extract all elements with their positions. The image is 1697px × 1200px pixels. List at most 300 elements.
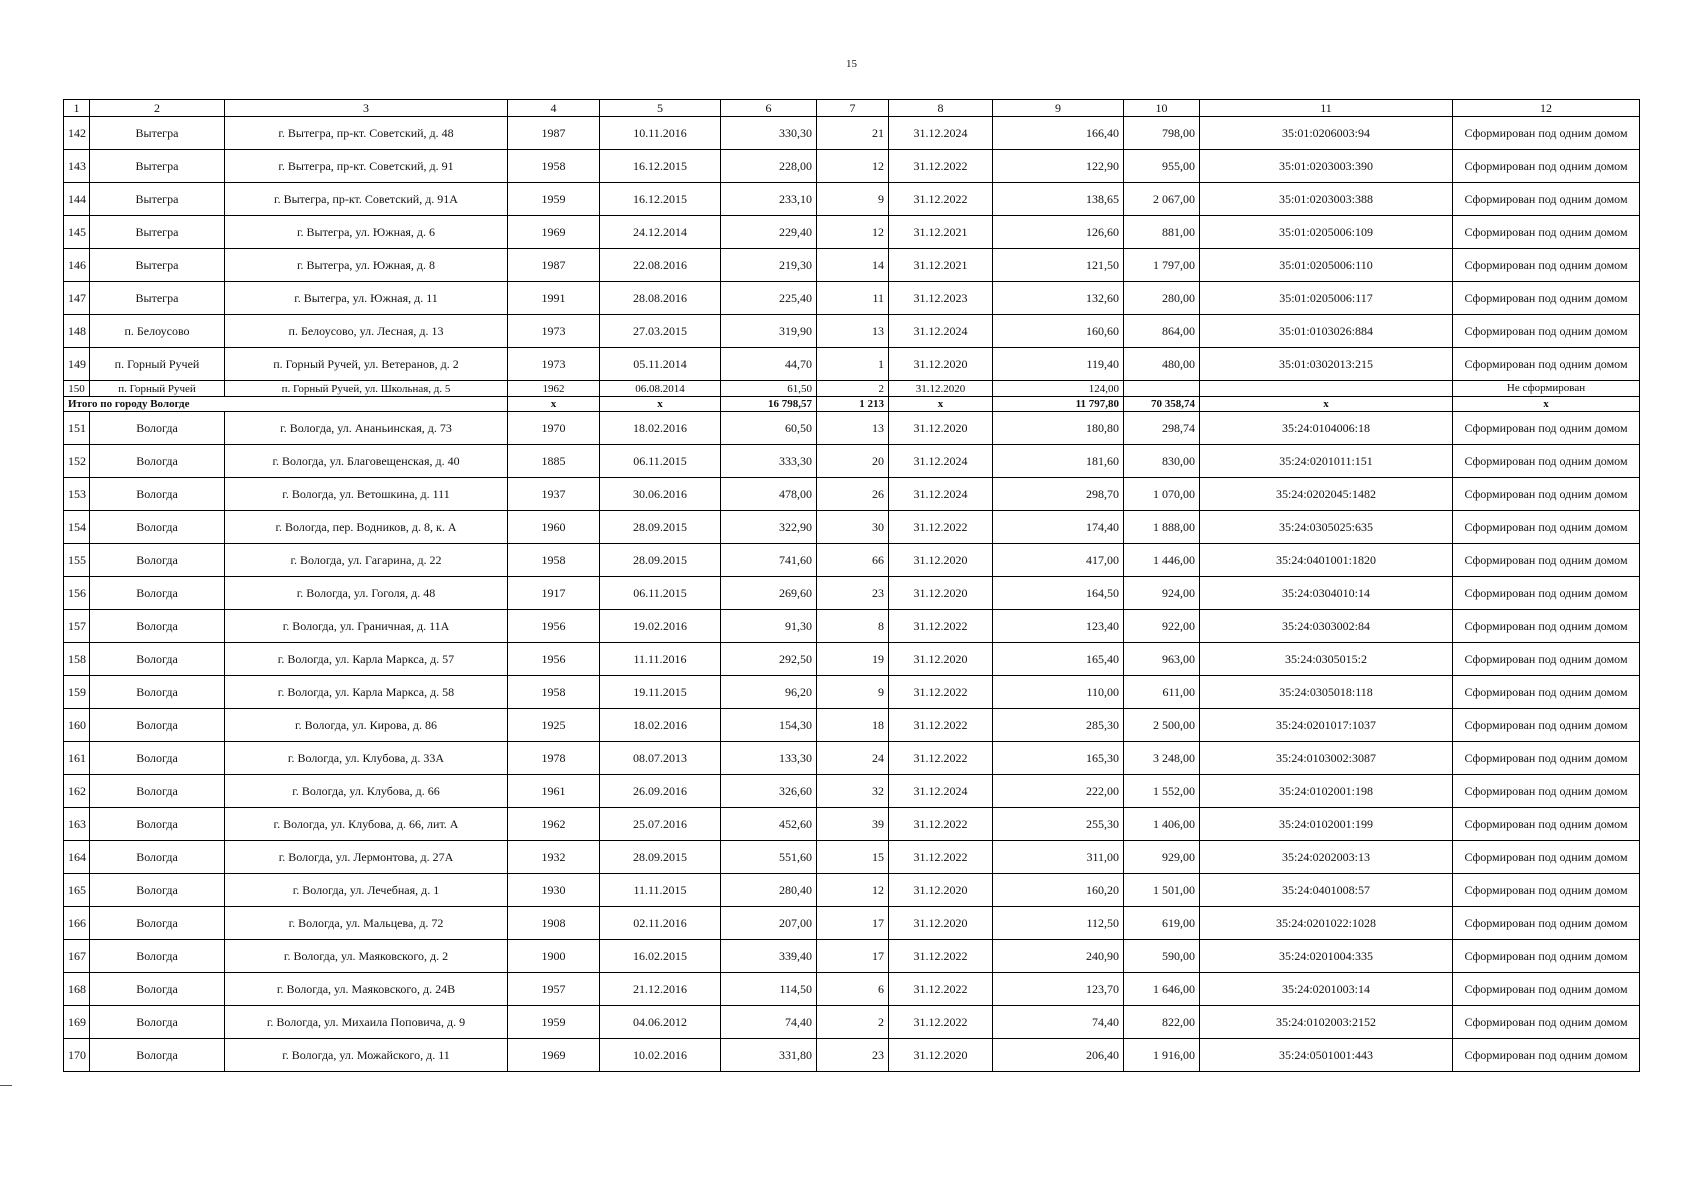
area-cell: 96,20 <box>721 676 817 709</box>
value-col10-cell: 924,00 <box>1124 577 1200 610</box>
address-cell: г. Вологда, ул. Карла Маркса, д. 57 <box>225 643 508 676</box>
value-col10-cell: 1 501,00 <box>1124 874 1200 907</box>
settlement-cell: Вытегра <box>90 183 225 216</box>
total-c10-cell: 70 358,74 <box>1124 397 1200 412</box>
row-number-cell: 160 <box>64 709 90 742</box>
date-cell: 11.11.2016 <box>600 643 721 676</box>
count-cell: 32 <box>817 775 889 808</box>
count-cell: 8 <box>817 610 889 643</box>
value-col10-cell: 611,00 <box>1124 676 1200 709</box>
deadline-cell: 31.12.2024 <box>889 315 993 348</box>
table-row <box>64 348 1640 381</box>
deadline-cell: 31.12.2020 <box>889 907 993 940</box>
table-row <box>64 445 1640 478</box>
area-cell: 331,80 <box>721 1039 817 1072</box>
value-col9-cell: 126,60 <box>993 216 1124 249</box>
date-cell: 04.06.2012 <box>600 1006 721 1039</box>
land-status-cell: Сформирован под одним домом <box>1453 544 1640 577</box>
land-status-cell: Сформирован под одним домом <box>1453 808 1640 841</box>
area-cell: 452,60 <box>721 808 817 841</box>
table-row <box>64 216 1640 249</box>
date-cell: 16.12.2015 <box>600 183 721 216</box>
value-col9-cell: 121,50 <box>993 249 1124 282</box>
year-cell: 1973 <box>508 348 600 381</box>
column-number-5: 5 <box>600 100 721 117</box>
value-col10-cell <box>1124 381 1200 397</box>
total-until-cell: х <box>889 397 993 412</box>
deadline-cell: 31.12.2020 <box>889 577 993 610</box>
cadastral-number-cell: 35:01:0203003:390 <box>1200 150 1453 183</box>
date-cell: 06.08.2014 <box>600 381 721 397</box>
deadline-cell: 31.12.2022 <box>889 808 993 841</box>
value-col9-cell: 123,40 <box>993 610 1124 643</box>
address-cell: г. Вологда, ул. Лечебная, д. 1 <box>225 874 508 907</box>
settlement-cell: Вологда <box>90 412 225 445</box>
cadastral-number-cell: 35:24:0501001:443 <box>1200 1039 1453 1072</box>
deadline-cell: 31.12.2022 <box>889 709 993 742</box>
address-cell: г. Вологда, ул. Клубова, д. 33А <box>225 742 508 775</box>
row-number-cell: 143 <box>64 150 90 183</box>
row-number-cell: 146 <box>64 249 90 282</box>
row-number-cell: 169 <box>64 1006 90 1039</box>
count-cell: 12 <box>817 150 889 183</box>
count-cell: 12 <box>817 874 889 907</box>
settlement-cell: Вологда <box>90 511 225 544</box>
column-number-6: 6 <box>721 100 817 117</box>
value-col10-cell: 590,00 <box>1124 940 1200 973</box>
land-status-cell: Сформирован под одним домом <box>1453 1039 1640 1072</box>
deadline-cell: 31.12.2020 <box>889 874 993 907</box>
date-cell: 22.08.2016 <box>600 249 721 282</box>
cadastral-number-cell: 35:24:0102001:199 <box>1200 808 1453 841</box>
year-cell: 1956 <box>508 610 600 643</box>
table-row <box>64 577 1640 610</box>
date-cell: 19.11.2015 <box>600 676 721 709</box>
value-col9-cell: 174,40 <box>993 511 1124 544</box>
value-col9-cell: 311,00 <box>993 841 1124 874</box>
address-cell: г. Вологда, пер. Водников, д. 8, к. А <box>225 511 508 544</box>
value-col9-cell: 110,00 <box>993 676 1124 709</box>
area-cell: 233,10 <box>721 183 817 216</box>
value-col10-cell: 3 248,00 <box>1124 742 1200 775</box>
row-number-cell: 150 <box>64 381 90 397</box>
year-cell: 1958 <box>508 676 600 709</box>
area-cell: 228,00 <box>721 150 817 183</box>
year-cell: 1987 <box>508 117 600 150</box>
count-cell: 17 <box>817 940 889 973</box>
address-cell: г. Вологда, ул. Кирова, д. 86 <box>225 709 508 742</box>
table-row <box>64 1006 1640 1039</box>
deadline-cell: 31.12.2022 <box>889 973 993 1006</box>
address-cell: г. Вологда, ул. Маяковского, д. 2 <box>225 940 508 973</box>
value-col9-cell: 138,65 <box>993 183 1124 216</box>
date-cell: 11.11.2015 <box>600 874 721 907</box>
table-row <box>64 610 1640 643</box>
count-cell: 6 <box>817 973 889 1006</box>
value-col10-cell: 881,00 <box>1124 216 1200 249</box>
value-col9-cell: 285,30 <box>993 709 1124 742</box>
date-cell: 05.11.2014 <box>600 348 721 381</box>
year-cell: 1917 <box>508 577 600 610</box>
count-cell: 15 <box>817 841 889 874</box>
land-status-cell: Сформирован под одним домом <box>1453 709 1640 742</box>
year-cell: 1959 <box>508 1006 600 1039</box>
row-number-cell: 148 <box>64 315 90 348</box>
date-cell: 02.11.2016 <box>600 907 721 940</box>
land-status-cell: Сформирован под одним домом <box>1453 973 1640 1006</box>
area-cell: 280,40 <box>721 874 817 907</box>
year-cell: 1958 <box>508 150 600 183</box>
deadline-cell: 31.12.2024 <box>889 478 993 511</box>
land-status-cell: Не сформирован <box>1453 381 1640 397</box>
year-cell: 1958 <box>508 544 600 577</box>
cadastral-number-cell: 35:24:0201004:335 <box>1200 940 1453 973</box>
cadastral-number-cell: 35:24:0305025:635 <box>1200 511 1453 544</box>
row-number-cell: 164 <box>64 841 90 874</box>
year-cell: 1961 <box>508 775 600 808</box>
area-cell: 74,40 <box>721 1006 817 1039</box>
area-cell: 478,00 <box>721 478 817 511</box>
count-cell: 14 <box>817 249 889 282</box>
cadastral-number-cell: 35:24:0305018:118 <box>1200 676 1453 709</box>
value-col10-cell: 822,00 <box>1124 1006 1200 1039</box>
land-status-cell: Сформирован под одним домом <box>1453 183 1640 216</box>
deadline-cell: 31.12.2021 <box>889 249 993 282</box>
count-cell: 21 <box>817 117 889 150</box>
value-col9-cell: 181,60 <box>993 445 1124 478</box>
value-col10-cell: 1 406,00 <box>1124 808 1200 841</box>
cadastral-number-cell: 35:24:0202003:13 <box>1200 841 1453 874</box>
year-cell: 1956 <box>508 643 600 676</box>
year-cell: 1885 <box>508 445 600 478</box>
land-status-cell: Сформирован под одним домом <box>1453 315 1640 348</box>
column-number-7: 7 <box>817 100 889 117</box>
row-number-cell: 161 <box>64 742 90 775</box>
value-col10-cell: 1 070,00 <box>1124 478 1200 511</box>
cadastral-number-cell: 35:01:0206003:94 <box>1200 117 1453 150</box>
table-row <box>64 282 1640 315</box>
row-number-cell: 159 <box>64 676 90 709</box>
address-cell: г. Вологда, ул. Михаила Поповича, д. 9 <box>225 1006 508 1039</box>
value-col10-cell: 1 916,00 <box>1124 1039 1200 1072</box>
row-number-cell: 162 <box>64 775 90 808</box>
value-col10-cell: 830,00 <box>1124 445 1200 478</box>
count-cell: 24 <box>817 742 889 775</box>
count-cell: 26 <box>817 478 889 511</box>
year-cell: 1957 <box>508 973 600 1006</box>
area-cell: 741,60 <box>721 544 817 577</box>
deadline-cell: 31.12.2023 <box>889 282 993 315</box>
value-col9-cell: 165,40 <box>993 643 1124 676</box>
year-cell: 1962 <box>508 808 600 841</box>
land-status-cell: Сформирован под одним домом <box>1453 874 1640 907</box>
deadline-cell: 31.12.2020 <box>889 381 993 397</box>
deadline-cell: 31.12.2022 <box>889 676 993 709</box>
cadastral-number-cell: 35:01:0203003:388 <box>1200 183 1453 216</box>
address-cell: г. Вытегра, ул. Южная, д. 6 <box>225 216 508 249</box>
table-row <box>64 381 1640 397</box>
area-cell: 229,40 <box>721 216 817 249</box>
area-cell: 292,50 <box>721 643 817 676</box>
land-status-cell: Сформирован под одним домом <box>1453 117 1640 150</box>
value-col9-cell: 298,70 <box>993 478 1124 511</box>
count-cell: 9 <box>817 183 889 216</box>
land-status-cell: Сформирован под одним домом <box>1453 348 1640 381</box>
address-cell: г. Вологда, ул. Мальцева, д. 72 <box>225 907 508 940</box>
value-col9-cell: 160,60 <box>993 315 1124 348</box>
settlement-cell: Вологда <box>90 709 225 742</box>
cadastral-number-cell: 35:24:0401008:57 <box>1200 874 1453 907</box>
cadastral-number-cell: 35:01:0205006:109 <box>1200 216 1453 249</box>
year-cell: 1991 <box>508 282 600 315</box>
row-number-cell: 145 <box>64 216 90 249</box>
land-status-cell: Сформирован под одним домом <box>1453 1006 1640 1039</box>
value-col10-cell: 798,00 <box>1124 117 1200 150</box>
deadline-cell: 31.12.2022 <box>889 940 993 973</box>
settlement-cell: Вологда <box>90 577 225 610</box>
date-cell: 16.02.2015 <box>600 940 721 973</box>
value-col9-cell: 165,30 <box>993 742 1124 775</box>
cadastral-number-cell: 35:01:0205006:110 <box>1200 249 1453 282</box>
column-number-header-row <box>64 100 1640 117</box>
date-cell: 18.02.2016 <box>600 709 721 742</box>
value-col9-cell: 164,50 <box>993 577 1124 610</box>
date-cell: 21.12.2016 <box>600 973 721 1006</box>
column-number-3: 3 <box>225 100 508 117</box>
deadline-cell: 31.12.2022 <box>889 610 993 643</box>
settlement-cell: Вологда <box>90 940 225 973</box>
date-cell: 08.07.2013 <box>600 742 721 775</box>
settlement-cell: Вологда <box>90 610 225 643</box>
land-status-cell: Сформирован под одним домом <box>1453 940 1640 973</box>
total-date-cell: х <box>600 397 721 412</box>
row-number-cell: 167 <box>64 940 90 973</box>
table-row <box>64 315 1640 348</box>
deadline-cell: 31.12.2022 <box>889 742 993 775</box>
land-status-cell: Сформирован под одним домом <box>1453 610 1640 643</box>
area-cell: 207,00 <box>721 907 817 940</box>
total-cad-cell: х <box>1200 397 1453 412</box>
address-cell: г. Вологда, ул. Ананьинская, д. 73 <box>225 412 508 445</box>
date-cell: 10.11.2016 <box>600 117 721 150</box>
land-status-cell: Сформирован под одним домом <box>1453 643 1640 676</box>
settlement-cell: Вологда <box>90 841 225 874</box>
land-status-cell: Сформирован под одним домом <box>1453 216 1640 249</box>
cadastral-number-cell: 35:24:0201022:1028 <box>1200 907 1453 940</box>
row-number-cell: 170 <box>64 1039 90 1072</box>
area-cell: 319,90 <box>721 315 817 348</box>
column-number-1: 1 <box>64 100 90 117</box>
year-cell: 1987 <box>508 249 600 282</box>
address-cell: г. Вологда, ул. Ветошкина, д. 111 <box>225 478 508 511</box>
table-row <box>64 643 1640 676</box>
table-row <box>64 775 1640 808</box>
land-status-cell: Сформирован под одним домом <box>1453 577 1640 610</box>
land-status-cell: Сформирован под одним домом <box>1453 742 1640 775</box>
settlement-cell: Вологда <box>90 775 225 808</box>
value-col9-cell: 160,20 <box>993 874 1124 907</box>
count-cell: 23 <box>817 577 889 610</box>
address-cell: г. Вологда, ул. Карла Маркса, д. 58 <box>225 676 508 709</box>
year-cell: 1900 <box>508 940 600 973</box>
table-row <box>64 874 1640 907</box>
cadastral-number-cell: 35:24:0102001:198 <box>1200 775 1453 808</box>
cadastral-number-cell: 35:24:0103002:3087 <box>1200 742 1453 775</box>
date-cell: 28.09.2015 <box>600 511 721 544</box>
deadline-cell: 31.12.2022 <box>889 183 993 216</box>
address-cell: г. Вытегра, ул. Южная, д. 11 <box>225 282 508 315</box>
row-number-cell: 154 <box>64 511 90 544</box>
value-col10-cell: 298,74 <box>1124 412 1200 445</box>
year-cell: 1978 <box>508 742 600 775</box>
year-cell: 1970 <box>508 412 600 445</box>
settlement-cell: Вологда <box>90 445 225 478</box>
row-number-cell: 163 <box>64 808 90 841</box>
address-cell: г. Вологда, ул. Лермонтова, д. 27А <box>225 841 508 874</box>
area-cell: 44,70 <box>721 348 817 381</box>
date-cell: 24.12.2014 <box>600 216 721 249</box>
area-cell: 114,50 <box>721 973 817 1006</box>
table-row <box>64 841 1640 874</box>
year-cell: 1969 <box>508 216 600 249</box>
count-cell: 13 <box>817 315 889 348</box>
total-year-cell: х <box>508 397 600 412</box>
value-col9-cell: 240,90 <box>993 940 1124 973</box>
value-col10-cell: 929,00 <box>1124 841 1200 874</box>
date-cell: 28.08.2016 <box>600 282 721 315</box>
value-col9-cell: 255,30 <box>993 808 1124 841</box>
cadastral-number-cell: 35:24:0303002:84 <box>1200 610 1453 643</box>
area-cell: 154,30 <box>721 709 817 742</box>
count-cell: 20 <box>817 445 889 478</box>
value-col9-cell: 122,90 <box>993 150 1124 183</box>
row-number-cell: 153 <box>64 478 90 511</box>
value-col9-cell: 180,80 <box>993 412 1124 445</box>
date-cell: 30.06.2016 <box>600 478 721 511</box>
date-cell: 16.12.2015 <box>600 150 721 183</box>
value-col10-cell: 1 446,00 <box>1124 544 1200 577</box>
total-row <box>64 397 1640 412</box>
value-col9-cell: 132,60 <box>993 282 1124 315</box>
settlement-cell: п. Горный Ручей <box>90 348 225 381</box>
row-number-cell: 157 <box>64 610 90 643</box>
total-c9-cell: 11 797,80 <box>993 397 1124 412</box>
year-cell: 1937 <box>508 478 600 511</box>
value-col10-cell: 2 500,00 <box>1124 709 1200 742</box>
table-row <box>64 249 1640 282</box>
land-status-cell: Сформирован под одним домом <box>1453 907 1640 940</box>
table-body <box>64 100 1640 1072</box>
area-cell: 133,30 <box>721 742 817 775</box>
year-cell: 1930 <box>508 874 600 907</box>
year-cell: 1932 <box>508 841 600 874</box>
date-cell: 28.09.2015 <box>600 841 721 874</box>
value-col9-cell: 222,00 <box>993 775 1124 808</box>
row-number-cell: 156 <box>64 577 90 610</box>
settlement-cell: Вытегра <box>90 216 225 249</box>
value-col9-cell: 206,40 <box>993 1039 1124 1072</box>
row-number-cell: 144 <box>64 183 90 216</box>
address-cell: г. Вологда, ул. Можайского, д. 11 <box>225 1039 508 1072</box>
row-number-cell: 142 <box>64 117 90 150</box>
year-cell: 1962 <box>508 381 600 397</box>
address-cell: п. Белоусово, ул. Лесная, д. 13 <box>225 315 508 348</box>
address-cell: г. Вологда, ул. Благовещенская, д. 40 <box>225 445 508 478</box>
deadline-cell: 31.12.2020 <box>889 412 993 445</box>
deadline-cell: 31.12.2020 <box>889 1039 993 1072</box>
settlement-cell: Вытегра <box>90 150 225 183</box>
deadline-cell: 31.12.2021 <box>889 216 993 249</box>
table-row <box>64 412 1640 445</box>
value-col9-cell: 74,40 <box>993 1006 1124 1039</box>
count-cell: 30 <box>817 511 889 544</box>
value-col10-cell: 280,00 <box>1124 282 1200 315</box>
settlement-cell: п. Белоусово <box>90 315 225 348</box>
settlement-cell: Вытегра <box>90 282 225 315</box>
deadline-cell: 31.12.2022 <box>889 150 993 183</box>
row-number-cell: 147 <box>64 282 90 315</box>
value-col9-cell: 119,40 <box>993 348 1124 381</box>
deadline-cell: 31.12.2022 <box>889 511 993 544</box>
table-row <box>64 183 1640 216</box>
settlement-cell: Вологда <box>90 676 225 709</box>
table-row <box>64 940 1640 973</box>
address-cell: г. Вологда, ул. Маяковского, д. 24В <box>225 973 508 1006</box>
row-number-cell: 155 <box>64 544 90 577</box>
area-cell: 225,40 <box>721 282 817 315</box>
land-status-cell: Сформирован под одним домом <box>1453 282 1640 315</box>
area-cell: 326,60 <box>721 775 817 808</box>
value-col10-cell: 1 552,00 <box>1124 775 1200 808</box>
column-number-10: 10 <box>1124 100 1200 117</box>
count-cell: 19 <box>817 643 889 676</box>
settlement-cell: Вологда <box>90 874 225 907</box>
value-col10-cell: 955,00 <box>1124 150 1200 183</box>
row-number-cell: 166 <box>64 907 90 940</box>
table-row <box>64 907 1640 940</box>
address-cell: г. Вытегра, пр-кт. Советский, д. 91 <box>225 150 508 183</box>
table-row <box>64 808 1640 841</box>
column-number-2: 2 <box>90 100 225 117</box>
table-row <box>64 676 1640 709</box>
deadline-cell: 31.12.2022 <box>889 841 993 874</box>
cadastral-number-cell: 35:01:0103026:884 <box>1200 315 1453 348</box>
value-col10-cell: 1 797,00 <box>1124 249 1200 282</box>
table-row <box>64 150 1640 183</box>
table-row <box>64 973 1640 1006</box>
year-cell: 1925 <box>508 709 600 742</box>
year-cell: 1908 <box>508 907 600 940</box>
count-cell: 18 <box>817 709 889 742</box>
settlement-cell: Вологда <box>90 973 225 1006</box>
row-number-cell: 152 <box>64 445 90 478</box>
cadastral-number-cell: 35:24:0201003:14 <box>1200 973 1453 1006</box>
deadline-cell: 31.12.2024 <box>889 117 993 150</box>
date-cell: 25.07.2016 <box>600 808 721 841</box>
address-cell: г. Вытегра, ул. Южная, д. 8 <box>225 249 508 282</box>
settlement-cell: п. Горный Ручей <box>90 381 225 397</box>
table-row <box>64 709 1640 742</box>
row-number-cell: 158 <box>64 643 90 676</box>
cadastral-number-cell: 35:24:0305015:2 <box>1200 643 1453 676</box>
area-cell: 333,30 <box>721 445 817 478</box>
table-row <box>64 742 1640 775</box>
land-status-cell: Сформирован под одним домом <box>1453 511 1640 544</box>
land-status-cell: Сформирован под одним домом <box>1453 478 1640 511</box>
cadastral-number-cell: 35:24:0104006:18 <box>1200 412 1453 445</box>
value-col9-cell: 417,00 <box>993 544 1124 577</box>
deadline-cell: 31.12.2020 <box>889 544 993 577</box>
